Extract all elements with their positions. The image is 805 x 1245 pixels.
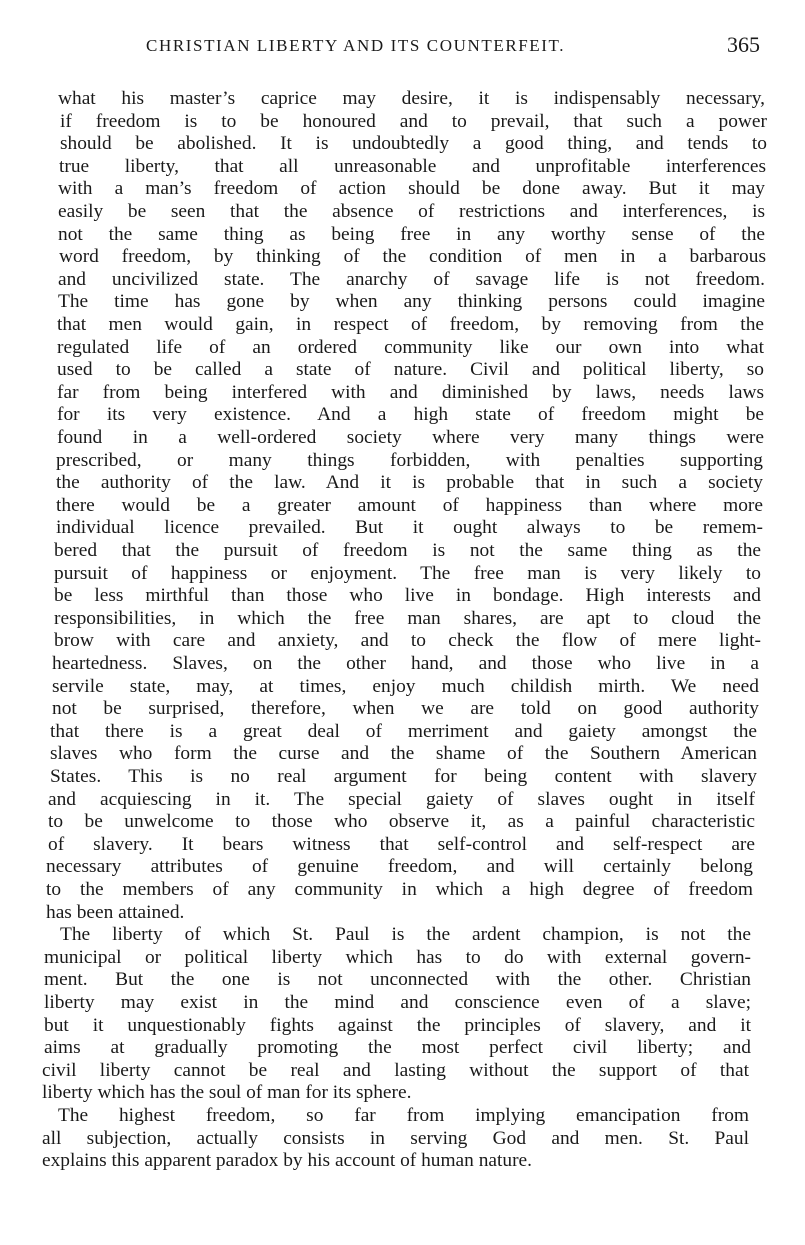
text-line: far from being interfered with and diminished by laws, needs laws	[57, 381, 764, 403]
text-line: and acquiescing in it. The special gaiety of slaves ought in itself	[48, 788, 755, 810]
text-line: The highest freedom, so far from implying emancipation from	[58, 1105, 749, 1126]
running-head	[140, 34, 760, 64]
text-line: The time has gone by when any thinking persons could imagine	[58, 291, 765, 313]
text-line: aims at gradually promoting the most perfect civil liberty; and	[44, 1037, 751, 1059]
text-line: for its very existence. And a high state of freedom might be	[57, 404, 764, 426]
text-line: the authority of the law. And it is probable that in such a society	[56, 472, 763, 494]
text-line: easily be seen that the absence of restrictions and interferences, is	[58, 201, 765, 222]
text-line: to be unwelcome to those who observe it, as a painful characteristic	[48, 811, 755, 833]
text-line: not the same thing as being free in any worthy sense of the	[58, 223, 765, 245]
text-line: States. This is no real argument for being content with slavery	[50, 766, 757, 787]
page-number: 365	[727, 32, 760, 57]
text-line: heartedness. Slaves, on the other hand, and those who live in a	[52, 653, 759, 674]
text-line: to the members of any community in which a high degree of freedom	[46, 879, 753, 900]
text-line: servile state, may, at times, enjoy much childish mirth. We need	[52, 675, 759, 697]
text-line: not be surprised, therefore, when we are told on good authority	[52, 698, 759, 720]
text-line: and uncivilized state. The anarchy of savage life is not freedom.	[58, 268, 765, 290]
text-line: necessary attributes of genuine freedom, and will certainly belong	[46, 856, 753, 878]
text-line: slaves who form the curse and the shame of the Southern American	[50, 743, 757, 765]
text-line: has been attained.	[46, 901, 185, 923]
text-line: bered that the pursuit of freedom is not the same thing as the	[54, 540, 761, 561]
running-title: CHRISTIAN LIBERTY AND ITS COUNTERFEIT.	[146, 36, 566, 55]
text-line: municipal or political liberty which has to do with external govern-	[44, 946, 751, 968]
text-line: individual licence prevailed. But it ought always to be remem-	[56, 517, 763, 539]
text-line: word freedom, by thinking of the condition of men in a barbarous	[59, 246, 766, 268]
text-line: that there is a great deal of merriment and gaiety amongst the	[50, 720, 757, 742]
text-line: there would be a greater amount of happiness than where more	[56, 494, 763, 516]
text-line: that men would gain, in respect of freedom, by removing from the	[57, 314, 764, 335]
text-line: pursuit of happiness or enjoyment. The free man is very likely to	[54, 562, 761, 584]
text-line: liberty which has the soul of man for its sphere.	[42, 1082, 412, 1104]
text-line: ment. But the one is not unconnected with the other. Christian	[44, 969, 751, 991]
text-line: be less mirthful than those who live in bondage. High interests and	[54, 585, 761, 607]
text-line: all subjection, actually consists in serving God and men. St. Paul	[42, 1127, 749, 1149]
text-line: found in a well-ordered society where very many things were	[57, 427, 764, 448]
text-line: explains this apparent paradox by his account of human nature.	[42, 1150, 533, 1172]
text-line: regulated life of an ordered community like our own into what	[57, 336, 764, 358]
text-line: liberty may exist in the mind and conscience even of a slave;	[44, 992, 751, 1013]
text-line: what his master’s caprice may desire, it is indispensably necessary,	[58, 88, 765, 109]
text-line: with a man’s freedom of action should be done away. But it may	[58, 178, 765, 200]
text-line: should be abolished. It is undoubtedly a good thing, and tends to	[60, 133, 767, 155]
text-line: The liberty of which St. Paul is the ardent champion, is not the	[60, 924, 751, 946]
text-line: but it unquestionably fights against the principles of slavery, and it	[44, 1014, 751, 1036]
text-line: used to be called a state of nature. Civil and political liberty, so	[57, 359, 764, 381]
text-line: brow with care and anxiety, and to check the flow of mere light-	[54, 630, 761, 652]
text-line: true liberty, that all unreasonable and unprofitable interferences	[59, 155, 766, 177]
text-line: civil liberty cannot be real and lasting without the support of that	[42, 1059, 749, 1081]
text-line: responsibilities, in which the free man shares, are apt to cloud the	[54, 607, 761, 629]
text-line: prescribed, or many things forbidden, with penalties supporting	[56, 449, 763, 471]
text-line: of slavery. It bears witness that self-control and self-respect are	[48, 833, 755, 855]
text-line: if freedom is to be honoured and to prevail, that such a power	[60, 110, 767, 132]
